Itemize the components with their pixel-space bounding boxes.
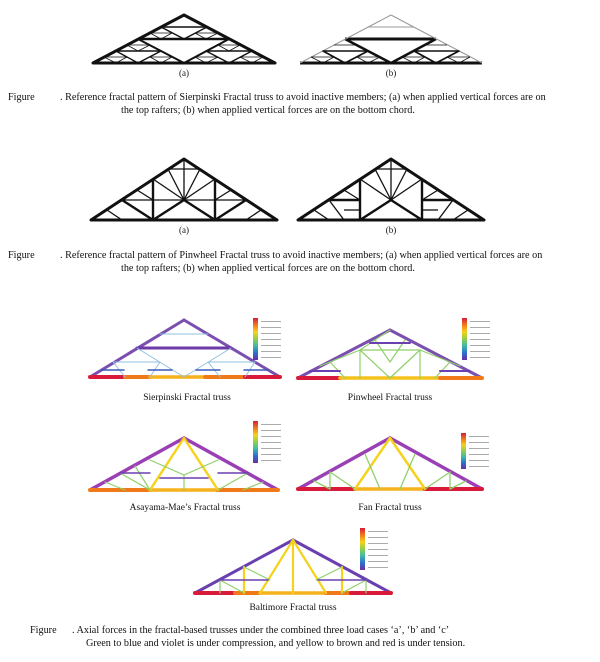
figure3-caption-line2: Green to blue and violet is under compression, and yellow to brown and red is under tension. — [86, 637, 466, 649]
figure2-label-b: (b) — [385, 225, 397, 235]
baltimore-legend — [360, 528, 396, 570]
figure1-label-a: (a) — [179, 68, 189, 78]
pinwheel-truss-title: Pinwheel Fractal truss — [347, 393, 433, 403]
figure3-caption-label: Figure — [30, 625, 57, 636]
figure2-caption-label: Figure — [8, 250, 35, 261]
figure1-caption-line2: the top rafters; (b) when applied vertical forces are on the bottom chord. — [121, 104, 415, 116]
figure2-label-a: (a) — [179, 225, 189, 235]
figure2-caption-line2: the top rafters; (b) when applied vertical forces are on the bottom chord. — [121, 262, 415, 274]
figure1-caption-line1: . Reference fractal pattern of Sierpinski Fractal truss to avoid inactive members; (a) when applied vertical forces are on — [60, 92, 546, 103]
figure3-caption — [30, 625, 590, 650]
figure1-caption-label: Figure — [8, 92, 35, 103]
figure3-caption-line1: . Axial forces in the fractal-based trusses under the combined three load cases ‘a’, ‘b’ and ‘c’ — [72, 625, 450, 636]
asayama-mae-truss-title: Asayama-Mae’s Fractal truss — [129, 503, 241, 513]
baltimore-truss-title: Baltimore Fractal truss — [249, 603, 337, 613]
figure2-caption-line1: . Reference fractal pattern of Pinwheel Fractal truss to avoid inactive members; (a) when applied vertical forces are on — [60, 250, 543, 261]
figure1-label-b: (b) — [385, 68, 397, 78]
sierpinski-truss-title: Sierpinski Fractal truss — [143, 393, 231, 403]
fan-truss-title: Fan Fractal truss — [358, 503, 422, 513]
